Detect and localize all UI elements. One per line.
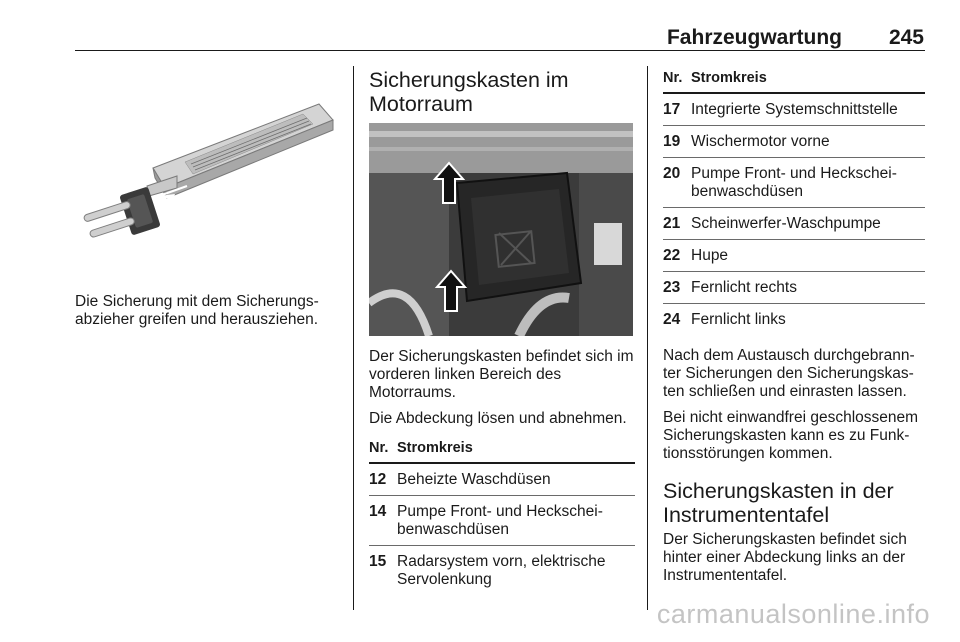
page-number: 245 — [888, 26, 924, 49]
fuse-number: 20 — [663, 158, 691, 208]
column-header-nr: Nr. — [663, 70, 691, 93]
cover-removal-text: Die Abdeckung lösen und abnehmen. — [369, 410, 627, 427]
table-row — [663, 272, 925, 304]
close-fusebox-text: Nach dem Austausch durchgebrannter Sicherungen den Sicherungskasten schließen und einrasten lassen. — [663, 347, 915, 400]
fuse-circuit: Beheizte Waschdüsen — [397, 463, 635, 496]
fuse-table-2 — [663, 70, 925, 335]
malfunction-warning-text: Bei nicht einwandfrei geschlossenem Sicherungskasten kann es zu Funktionsstörungen kommen. — [663, 409, 919, 462]
engine-compartment-photo — [369, 123, 633, 336]
table-row — [663, 158, 925, 208]
fuse-part — [83, 186, 161, 238]
table-row — [369, 546, 635, 596]
fuse-circuit: Wischermotor vorne — [691, 126, 925, 158]
fuse-number: 23 — [663, 272, 691, 304]
fuse-circuit: Hupe — [691, 240, 925, 272]
fuse-circuit: Fernlicht rechts — [691, 272, 925, 304]
table-header-row — [663, 70, 925, 93]
section-heading-engine-fusebox: Sicherungskasten im Motorraum — [369, 68, 569, 116]
section-heading-instrument-fusebox: Sicherungskasten in der Instrumententafel — [663, 479, 894, 527]
table-row — [663, 240, 925, 272]
table-row — [369, 496, 635, 546]
table-row — [369, 463, 635, 496]
fuse-number: 15 — [369, 553, 387, 570]
fuse-number: 14 — [369, 496, 397, 546]
fuse-circuit: Scheinwerfer-Waschpumpe — [691, 208, 925, 240]
table-row — [663, 304, 925, 336]
header-rule — [75, 50, 925, 51]
fuse-puller-illustration — [75, 96, 337, 246]
column-divider-right — [647, 66, 648, 610]
running-header-title: Fahrzeugwartung — [666, 26, 842, 49]
fuse-number: 17 — [663, 93, 691, 126]
table-header-row — [369, 440, 635, 463]
fuse-circuit: Fernlicht links — [691, 311, 786, 328]
fuse-number: 24 — [663, 311, 681, 328]
fuse-number: 19 — [663, 126, 691, 158]
fuse-table-1 — [369, 440, 635, 595]
fuse-circuit: Radarsystem vorn, elektrische Servolenkung — [397, 553, 606, 588]
column-header-circuit: Stromkreis — [691, 70, 925, 93]
fuse-circuit: Integrierte Systemschnittstelle — [691, 93, 925, 126]
fuse-number: 22 — [663, 240, 691, 272]
table-row — [663, 126, 925, 158]
watermark: carmanualsonline.info — [656, 599, 930, 629]
fuse-circuit: Pumpe Front- und Heckscheibenwaschdüsen — [397, 496, 635, 546]
column-header-nr: Nr. — [369, 440, 397, 463]
instrument-fusebox-location-text: Der Sicherungskasten befindet sich hinter einer Abdeckung links an der Instrumententafel. — [663, 531, 907, 584]
fuse-number: 21 — [663, 208, 691, 240]
fusebox-location-text: Der Sicherungskasten befindet sich im vorderen linken Bereich des Motorraums. — [369, 348, 634, 401]
column-divider-left — [353, 66, 354, 610]
fuse-number: 12 — [369, 463, 397, 496]
table-row — [663, 208, 925, 240]
fuse-box-cover — [457, 173, 581, 301]
fuse-circuit: Pumpe Front- und Heckscheibenwaschdüsen — [691, 158, 925, 208]
column-header-circuit: Stromkreis — [397, 440, 635, 463]
table-row — [663, 93, 925, 126]
fuse-removal-instruction: Die Sicherung mit dem Sicherungsabzieher greifen und herausziehen. — [75, 293, 319, 328]
fuse-puller-tool — [147, 104, 333, 200]
